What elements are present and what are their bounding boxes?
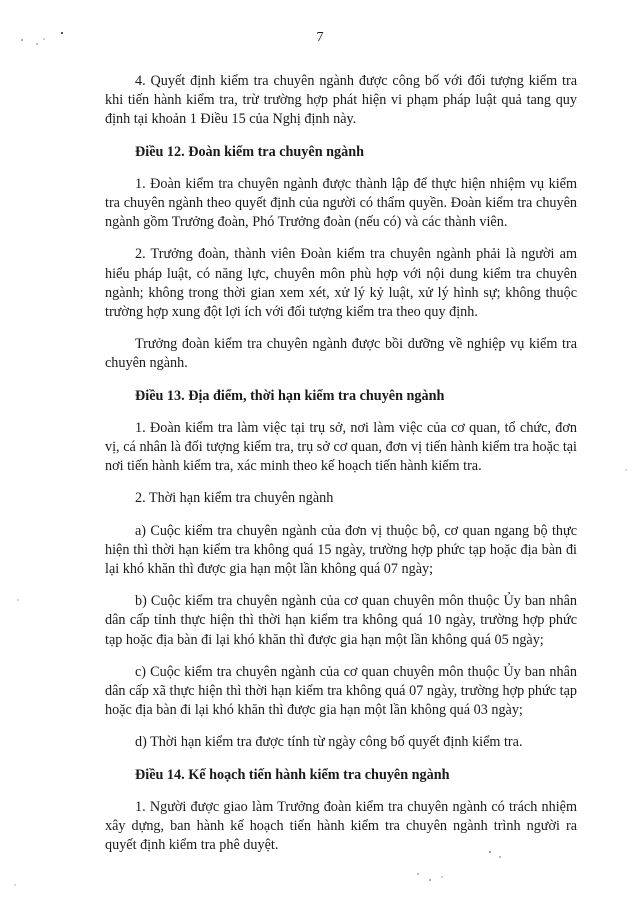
paragraph-14-1: 1. Người được giao làm Trưởng đoàn kiểm tra chuyên ngành có trách nhiệm xây dựng, ban hành kế hoạch tiến hành kiểm tra chuyên ngành trình người ra quyết định kiểm tra phê duyệt. <box>105 798 577 854</box>
page-number: 7 <box>316 30 324 45</box>
paragraph-13-2: 2. Thời hạn kiểm tra chuyên ngành <box>135 490 334 507</box>
document-body <box>105 72 577 869</box>
heading-article-13: Điều 13. Địa điểm, thời hạn kiểm tra chuyên ngành <box>135 387 445 404</box>
paragraph-12-1: 1. Đoàn kiểm tra chuyên ngành được thành lập để thực hiện nhiệm vụ kiểm tra chuyên ngành theo quyết định của người có thẩm quyền. Đoàn kiểm tra chuyên ngành gồm Trưởng đoàn, Phó Trưởng đoàn (nếu có) và các thành viên. <box>105 175 577 231</box>
paragraph-13-1: 1. Đoàn kiểm tra làm việc tại trụ sở, nơi làm việc của cơ quan, tổ chức, đơn vị, cá nhân là đối tượng kiểm tra, trụ sở cơ quan, đơn vị tiến hành kiểm tra hoặc tại nơi tiến hành kiểm tra, xác minh theo kế hoạch tiến hành kiểm tra. <box>105 419 577 475</box>
paragraph-13-2c: c) Cuộc kiểm tra chuyên ngành của cơ quan chuyên môn thuộc Ủy ban nhân dân cấp xã thực hiện thì thời hạn kiểm tra không quá 07 ngày, trường hợp phức tạp hoặc địa bàn đi lại khó khăn thì được gia hạn một lần không quá 03 ngày; <box>105 663 577 719</box>
paragraph-12-3: Trưởng đoàn kiểm tra chuyên ngành được bồi dưỡng về nghiệp vụ kiểm tra chuyên ngành. <box>105 336 577 372</box>
paragraph-4-announcement: 4. Quyết định kiểm tra chuyên ngành được công bố với đối tượng kiểm tra khi tiến hành kiểm tra, trừ trường hợp phát hiện vi phạm pháp luật quả tang quy định tại khoản 1 Điều 15 của Nghị định này. <box>105 73 577 128</box>
paragraph-12-2: 2. Trưởng đoàn, thành viên Đoàn kiểm tra chuyên ngành phải là người am hiểu pháp luật, có năng lực, chuyên môn phù hợp với nội dung kiểm tra chuyên ngành; không trong thời gian xem xét, xử lý kỷ luật, xử lý hình sự; không thuộc trường hợp xung đột lợi ích với đối tượng kiểm tra theo quy định. <box>105 246 577 321</box>
paragraph-13-2d: d) Thời hạn kiểm tra được tính từ ngày công bố quyết định kiểm tra. <box>135 734 523 751</box>
heading-article-14: Điều 14. Kế hoạch tiến hành kiểm tra chuyên ngành <box>135 766 450 783</box>
paragraph-13-2b: b) Cuộc kiểm tra chuyên ngành của cơ quan chuyên môn thuộc Ủy ban nhân dân cấp tỉnh thực hiện thì thời hạn kiểm tra không quá 10 ngày, trường hợp phức tạp hoặc địa bàn đi lại khó khăn thì được gia hạn một lần không quá 05 ngày; <box>105 593 577 648</box>
heading-article-12: Điều 12. Đoàn kiểm tra chuyên ngành <box>135 143 364 160</box>
paragraph-13-2a: a) Cuộc kiểm tra chuyên ngành của đơn vị thuộc bộ, cơ quan ngang bộ thực hiện thì thời hạn kiểm tra không quá 15 ngày, trường hợp phức tạp hoặc địa bàn đi lại khó khăn thì được gia hạn một lần không quá 07 ngày; <box>105 522 577 578</box>
